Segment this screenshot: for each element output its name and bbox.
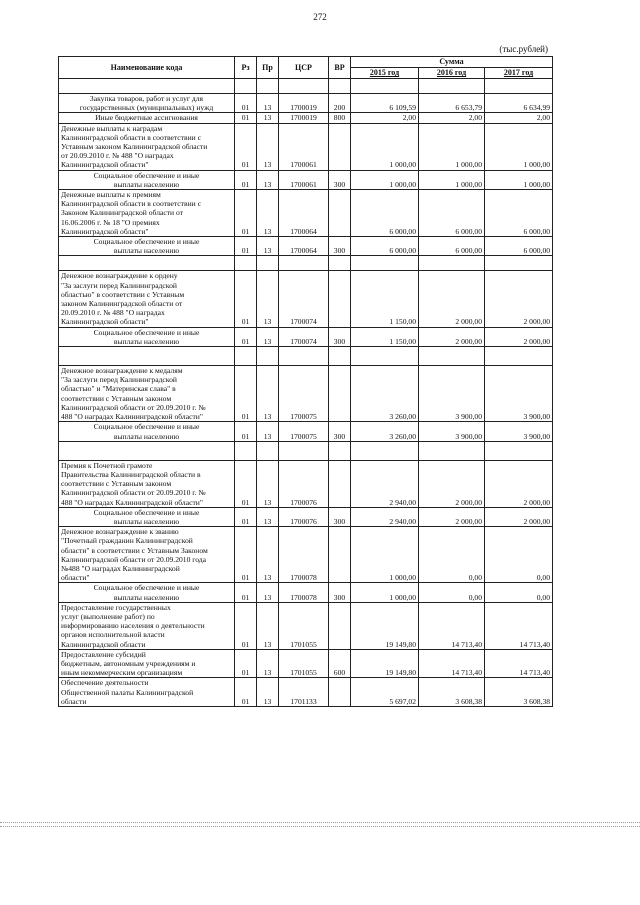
row-sum-2016: 3 608,38 [419,678,485,707]
row-rz: 01 [235,170,257,189]
row-name: Закупка товаров, работ и услуг для государственных (муниципальных) нужд [59,94,235,113]
row-rz: 01 [235,113,257,123]
table-row [59,366,553,422]
row-sum-2015: 5 697,02 [351,678,419,707]
row-vr [329,366,351,422]
row-sum-2016: 2,00 [419,113,485,123]
row-pr: 13 [257,678,279,707]
row-pr: 13 [257,190,279,237]
row-sum-2015: 3 260,00 [351,366,419,422]
table-row [59,422,553,441]
table-row [59,94,553,113]
table-row [59,649,553,678]
spacer-cell [235,347,257,366]
spacer-cell [235,79,257,94]
row-rz: 01 [235,678,257,707]
spacer-cell [279,79,329,94]
spacer-cell [329,347,351,366]
spacer-cell [279,256,329,271]
row-pr: 13 [257,271,279,327]
spacer-cell [419,256,485,271]
row-vr: 300 [329,170,351,189]
row-rz: 01 [235,602,257,649]
row-sum-2017: 2 000,00 [485,507,553,526]
row-pr: 13 [257,460,279,507]
row-rz: 01 [235,583,257,602]
row-rz: 01 [235,507,257,526]
row-name: Иные бюджетные ассигнования [59,113,235,123]
row-csr: 1701055 [279,649,329,678]
row-vr: 300 [329,583,351,602]
row-pr: 13 [257,170,279,189]
header-2016: 2016 год [419,68,485,79]
row-sum-2017: 1 000,00 [485,170,553,189]
row-sum-2016: 0,00 [419,583,485,602]
row-csr: 1700074 [279,271,329,327]
header-pr: Пр [257,57,279,79]
row-pr: 13 [257,527,279,583]
row-pr: 13 [257,123,279,170]
row-rz: 01 [235,190,257,237]
row-vr [329,678,351,707]
header-2017: 2017 год [485,68,553,79]
row-name: Социальное обеспечение и иные выплаты населению [59,583,235,602]
spacer-cell [351,347,419,366]
row-sum-2017: 0,00 [485,527,553,583]
row-sum-2017: 6 000,00 [485,237,553,256]
spacer-row [59,79,553,94]
spacer-cell [59,347,235,366]
scan-artifact-line [0,826,640,827]
row-sum-2016: 3 900,00 [419,366,485,422]
row-sum-2017: 3 900,00 [485,422,553,441]
row-sum-2015: 1 000,00 [351,527,419,583]
row-sum-2017: 3 900,00 [485,366,553,422]
row-rz: 01 [235,649,257,678]
row-csr: 1700078 [279,527,329,583]
row-csr: 1700078 [279,583,329,602]
table-row [59,237,553,256]
row-sum-2015: 19 149,80 [351,602,419,649]
header-sum: Сумма [351,57,553,68]
spacer-cell [485,256,553,271]
row-vr: 600 [329,649,351,678]
row-sum-2015: 6 109,59 [351,94,419,113]
row-sum-2015: 1 000,00 [351,170,419,189]
row-name: Социальное обеспечение и иные выплаты населению [59,507,235,526]
spacer-cell [351,79,419,94]
row-csr: 1700064 [279,237,329,256]
row-rz: 01 [235,94,257,113]
spacer-cell [235,256,257,271]
page-number: 272 [313,12,327,22]
row-csr: 1700074 [279,327,329,346]
row-csr: 1700075 [279,366,329,422]
table-row [59,327,553,346]
scan-artifact-line [0,822,640,823]
spacer-row [59,256,553,271]
row-csr: 1700075 [279,422,329,441]
table-row [59,507,553,526]
row-pr: 13 [257,94,279,113]
row-sum-2016: 2 000,00 [419,507,485,526]
spacer-cell [59,441,235,460]
row-rz: 01 [235,422,257,441]
header-name: Наименование кода [59,57,235,79]
row-rz: 01 [235,366,257,422]
row-name: Денежное вознаграждение к медалям "За заслуги перед Калининградской областью" и "Материнская слава" в соответствии с Уставным законом Калининградской области от 20.09.2010 г. № 488 "О наградах Калининградской области" [59,366,235,422]
table-row [59,271,553,327]
row-csr: 1701133 [279,678,329,707]
table-row [59,678,553,707]
budget-table [58,56,553,707]
spacer-cell [485,79,553,94]
row-sum-2017: 2,00 [485,113,553,123]
row-vr [329,460,351,507]
row-name: Обеспечение деятельности Общественной палаты Калининградской области [59,678,235,707]
row-rz: 01 [235,123,257,170]
row-name: Денежное вознаграждение к званию "Почетный гражданин Калининградской области" в соответствии с Уставным Законом Калининградской области от 20.09.2010 года №488 "О наградах Калининградской области" [59,527,235,583]
table-row [59,190,553,237]
row-sum-2016: 6 653,79 [419,94,485,113]
row-sum-2015: 1 150,00 [351,271,419,327]
spacer-cell [419,347,485,366]
row-vr [329,602,351,649]
spacer-cell [485,347,553,366]
header-rz: Рз [235,57,257,79]
row-sum-2016: 6 000,00 [419,237,485,256]
table-row [59,583,553,602]
row-name: Социальное обеспечение и иные выплаты населению [59,422,235,441]
spacer-cell [351,256,419,271]
row-csr: 1700076 [279,460,329,507]
row-vr [329,190,351,237]
row-sum-2017: 3 608,38 [485,678,553,707]
row-pr: 13 [257,422,279,441]
row-pr: 13 [257,113,279,123]
spacer-cell [419,441,485,460]
row-pr: 13 [257,237,279,256]
row-sum-2015: 1 000,00 [351,123,419,170]
row-vr: 300 [329,327,351,346]
row-vr [329,271,351,327]
row-rz: 01 [235,237,257,256]
row-sum-2017: 0,00 [485,583,553,602]
row-rz: 01 [235,327,257,346]
header-csr: ЦСР [279,57,329,79]
row-csr: 1700064 [279,190,329,237]
spacer-cell [257,79,279,94]
row-sum-2016: 2 000,00 [419,271,485,327]
spacer-cell [59,79,235,94]
row-sum-2016: 6 000,00 [419,190,485,237]
spacer-row [59,441,553,460]
header-2015: 2015 год [351,68,419,79]
row-csr: 1700019 [279,94,329,113]
row-name: Премия к Почетной грамоте Правительства Калининградской области в соответствии с Уставным законом Калининградской области от 20.09.2010 г. № 488 "О наградах Калининградской области" [59,460,235,507]
row-vr [329,527,351,583]
table-row [59,113,553,123]
table-row [59,170,553,189]
row-sum-2017: 6 634,99 [485,94,553,113]
row-sum-2016: 0,00 [419,527,485,583]
table-row [59,527,553,583]
row-sum-2015: 1 150,00 [351,327,419,346]
row-sum-2015: 2 940,00 [351,507,419,526]
row-rz: 01 [235,527,257,583]
spacer-cell [329,256,351,271]
row-sum-2015: 6 000,00 [351,190,419,237]
table-row [59,602,553,649]
row-pr: 13 [257,327,279,346]
table-body [59,79,553,707]
row-sum-2016: 14 713,40 [419,602,485,649]
row-sum-2015: 19 149,80 [351,649,419,678]
row-pr: 13 [257,366,279,422]
spacer-cell [257,256,279,271]
row-name: Социальное обеспечение и иные выплаты населению [59,327,235,346]
row-pr: 13 [257,507,279,526]
row-csr: 1701055 [279,602,329,649]
row-sum-2015: 6 000,00 [351,237,419,256]
row-sum-2015: 1 000,00 [351,583,419,602]
spacer-cell [257,441,279,460]
row-sum-2016: 2 000,00 [419,327,485,346]
spacer-cell [351,441,419,460]
spacer-cell [329,79,351,94]
spacer-cell [279,441,329,460]
row-sum-2017: 2 000,00 [485,327,553,346]
row-name: Социальное обеспечение и иные выплаты населению [59,237,235,256]
row-sum-2015: 3 260,00 [351,422,419,441]
spacer-cell [279,347,329,366]
row-vr: 800 [329,113,351,123]
spacer-cell [485,441,553,460]
row-name: Денежные выплаты к премиям Калининградской области в соответствии с Законом Калининградской области от 16.06.2006 г. № 18 "О премиях Калининградской области" [59,190,235,237]
table-row [59,123,553,170]
spacer-cell [59,256,235,271]
spacer-cell [329,441,351,460]
row-rz: 01 [235,460,257,507]
header-row [59,57,553,68]
row-sum-2017: 6 000,00 [485,190,553,237]
row-vr [329,123,351,170]
row-sum-2017: 14 713,40 [485,602,553,649]
row-sum-2017: 2 000,00 [485,271,553,327]
row-name: Предоставление субсидий бюджетным, автономным учреждениям и иным некоммерческим организациям [59,649,235,678]
row-pr: 13 [257,649,279,678]
header-vr: ВР [329,57,351,79]
table-row [59,460,553,507]
row-sum-2017: 14 713,40 [485,649,553,678]
row-name: Предоставление государственных услуг (выполнение работ) по информированию населения о деятельности органов исполнительной власти Калининградской области [59,602,235,649]
row-sum-2016: 3 900,00 [419,422,485,441]
row-name: Социальное обеспечение и иные выплаты населению [59,170,235,189]
row-pr: 13 [257,602,279,649]
row-sum-2015: 2,00 [351,113,419,123]
spacer-cell [257,347,279,366]
row-vr: 300 [329,237,351,256]
row-sum-2016: 1 000,00 [419,170,485,189]
row-vr: 200 [329,94,351,113]
row-sum-2017: 2 000,00 [485,460,553,507]
units-label: (тыс.рублей) [499,44,548,54]
row-vr: 300 [329,422,351,441]
row-rz: 01 [235,271,257,327]
row-name: Денежное вознаграждение к ордену "За заслуги перед Калининградской областью" в соответствии с Уставным законом Калининградской области от 20.09.2010 г. № 488 "О наградах Калининградской области" [59,271,235,327]
row-sum-2016: 2 000,00 [419,460,485,507]
row-pr: 13 [257,583,279,602]
spacer-cell [419,79,485,94]
row-sum-2016: 1 000,00 [419,123,485,170]
row-name: Денежные выплаты к наградам Калининградской области в соответствии с Уставным законом Калининградской области от 20.09.2010 г. № 488 "О наградах Калининградской области" [59,123,235,170]
row-csr: 1700061 [279,170,329,189]
spacer-cell [235,441,257,460]
row-csr: 1700061 [279,123,329,170]
row-sum-2016: 14 713,40 [419,649,485,678]
spacer-row [59,347,553,366]
row-csr: 1700076 [279,507,329,526]
row-vr: 300 [329,507,351,526]
row-csr: 1700019 [279,113,329,123]
row-sum-2017: 1 000,00 [485,123,553,170]
row-sum-2015: 2 940,00 [351,460,419,507]
